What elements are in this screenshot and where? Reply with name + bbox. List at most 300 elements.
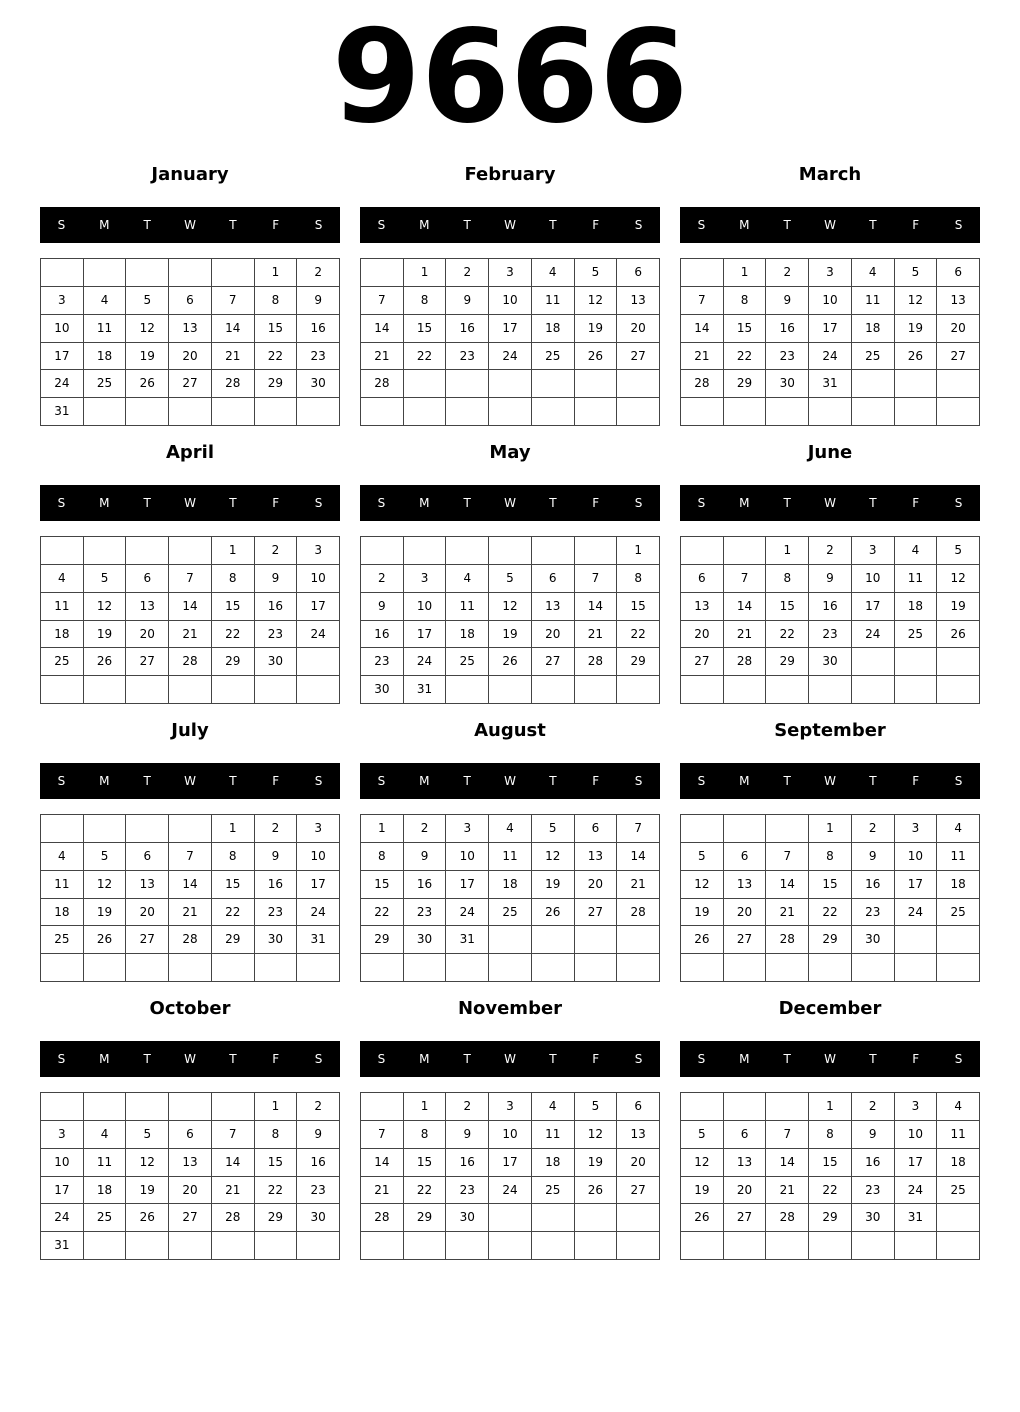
day-cell: 7 [617,815,660,843]
weekday-header [40,1041,340,1077]
day-cell: 20 [575,871,618,899]
day-cell: 9 [361,593,404,621]
day-cell: 12 [84,871,127,899]
day-cell [489,1232,532,1260]
day-cell: 2 [446,1093,489,1121]
day-cell: 31 [809,370,852,398]
day-cell: 8 [724,287,767,315]
year-title: 9666 [331,3,689,152]
day-cell: 6 [532,565,575,593]
day-cell: 17 [489,315,532,343]
day-cell: 30 [766,370,809,398]
day-cell [895,370,938,398]
day-cell [937,1232,980,1260]
day-cell: 7 [212,287,255,315]
weekday-header [360,485,660,521]
day-cell: 27 [617,1177,660,1205]
day-cell: 22 [766,621,809,649]
day-cell: 30 [255,648,298,676]
day-cell [617,926,660,954]
day-cell: 23 [255,621,298,649]
day-cell [766,815,809,843]
weekday-label: W [504,1052,516,1066]
weekday-label: S [954,218,963,232]
day-cell [404,398,447,426]
weekday-label: S [314,218,323,232]
day-cell: 15 [766,593,809,621]
day-cell: 7 [766,843,809,871]
day-cell: 31 [446,926,489,954]
weekday-label: W [824,774,836,788]
weekday-header [40,207,340,243]
weekday-label: S [314,774,323,788]
day-cell: 5 [84,843,127,871]
day-cell: 13 [532,593,575,621]
day-cell [84,1093,127,1121]
day-cell: 28 [766,926,809,954]
day-cell [489,1204,532,1232]
day-cell: 28 [617,899,660,927]
weekday-label: S [634,218,643,232]
day-cell [126,1232,169,1260]
day-cell [809,1232,852,1260]
day-cell [126,1093,169,1121]
day-cell: 14 [681,315,724,343]
day-cell: 28 [361,370,404,398]
day-cell: 19 [937,593,980,621]
day-cell: 3 [852,537,895,565]
day-cell [126,815,169,843]
day-cell [895,676,938,704]
day-cell: 28 [724,648,767,676]
day-cell [617,676,660,704]
day-cell: 14 [724,593,767,621]
day-grid [680,1092,980,1260]
day-cell [724,1232,767,1260]
day-cell: 1 [809,1093,852,1121]
weekday-label: S [697,774,706,788]
day-cell: 2 [852,1093,895,1121]
day-cell [169,1093,212,1121]
day-cell: 26 [681,926,724,954]
day-cell: 26 [126,1204,169,1232]
day-cell: 24 [895,899,938,927]
month-name: November [457,998,563,1019]
day-cell: 6 [169,287,212,315]
day-cell: 18 [532,315,575,343]
day-cell: 8 [809,1121,852,1149]
day-cell: 24 [41,370,84,398]
day-cell: 6 [937,259,980,287]
day-cell: 15 [404,315,447,343]
day-cell: 21 [212,343,255,371]
day-cell: 20 [169,343,212,371]
day-cell: 13 [126,593,169,621]
day-cell: 30 [297,1204,340,1232]
day-cell: 8 [255,287,298,315]
day-cell: 29 [255,370,298,398]
day-cell [895,398,938,426]
month-name: June [807,442,853,463]
day-cell: 3 [489,1093,532,1121]
day-cell: 16 [361,621,404,649]
day-cell: 4 [532,259,575,287]
day-cell: 22 [404,343,447,371]
day-cell: 4 [937,1093,980,1121]
weekday-label: T [869,774,877,788]
day-cell [575,676,618,704]
day-cell: 24 [809,343,852,371]
weekday-label: W [504,496,516,510]
day-grid [40,536,340,704]
day-cell [212,954,255,982]
day-cell [937,1204,980,1232]
day-cell: 1 [766,537,809,565]
day-cell [532,1232,575,1260]
day-cell [895,954,938,982]
day-cell [41,259,84,287]
day-cell: 9 [809,565,852,593]
weekday-label: M [419,218,430,232]
day-cell: 11 [41,593,84,621]
day-cell: 27 [617,343,660,371]
day-cell: 9 [852,843,895,871]
day-cell: 21 [169,899,212,927]
day-cell [126,954,169,982]
day-cell [895,1232,938,1260]
day-cell: 17 [404,621,447,649]
day-cell [766,1232,809,1260]
day-cell: 20 [126,621,169,649]
day-cell [489,676,532,704]
weekday-label: W [184,496,196,510]
day-cell: 8 [212,565,255,593]
day-cell [255,954,298,982]
day-cell: 9 [297,1121,340,1149]
day-cell: 26 [937,621,980,649]
day-cell [766,676,809,704]
day-cell: 20 [617,315,660,343]
day-cell: 29 [404,1204,447,1232]
day-cell: 10 [852,565,895,593]
day-cell [255,1232,298,1260]
day-cell: 18 [41,621,84,649]
day-cell: 17 [489,1149,532,1177]
day-cell: 16 [852,871,895,899]
day-cell: 25 [937,899,980,927]
day-cell: 10 [41,315,84,343]
day-cell [169,676,212,704]
day-cell: 1 [255,259,298,287]
day-cell: 23 [297,1177,340,1205]
day-cell: 22 [404,1177,447,1205]
day-cell [895,926,938,954]
day-cell: 29 [766,648,809,676]
month-name: January [151,164,229,185]
day-cell: 15 [724,315,767,343]
day-cell: 15 [212,871,255,899]
day-cell: 29 [212,648,255,676]
day-cell [489,954,532,982]
day-cell [404,370,447,398]
day-cell [852,676,895,704]
day-cell: 23 [852,899,895,927]
day-cell: 27 [724,1204,767,1232]
day-cell: 27 [937,343,980,371]
day-cell [681,676,724,704]
day-cell [724,398,767,426]
day-cell [126,398,169,426]
day-cell: 22 [361,899,404,927]
day-cell: 19 [532,871,575,899]
weekday-header [680,763,980,799]
day-cell: 17 [41,1177,84,1205]
day-cell [724,1093,767,1121]
day-cell: 19 [489,621,532,649]
day-cell: 10 [809,287,852,315]
day-cell: 2 [297,1093,340,1121]
day-cell: 10 [297,843,340,871]
day-cell: 16 [446,315,489,343]
day-cell: 10 [446,843,489,871]
day-cell [895,648,938,676]
day-cell: 10 [895,843,938,871]
day-cell: 22 [212,899,255,927]
day-cell [297,398,340,426]
month-name: September [774,720,886,741]
weekday-header [680,485,980,521]
day-cell [766,1093,809,1121]
day-cell: 4 [41,565,84,593]
day-cell [575,537,618,565]
day-cell: 2 [404,815,447,843]
weekday-label: S [697,218,706,232]
weekday-label: T [143,218,151,232]
day-cell: 16 [297,315,340,343]
weekday-label: M [419,774,430,788]
day-cell: 7 [724,565,767,593]
weekday-label: T [143,774,151,788]
day-cell: 9 [446,1121,489,1149]
day-cell [489,398,532,426]
day-cell: 20 [724,1177,767,1205]
day-cell: 3 [489,259,532,287]
day-cell: 12 [575,287,618,315]
day-cell: 11 [937,1121,980,1149]
day-cell: 31 [404,676,447,704]
day-cell: 3 [809,259,852,287]
day-cell: 31 [297,926,340,954]
day-cell: 21 [724,621,767,649]
day-cell: 30 [297,370,340,398]
day-cell: 5 [126,1121,169,1149]
day-cell: 24 [404,648,447,676]
day-cell: 21 [361,1177,404,1205]
day-cell: 5 [681,843,724,871]
day-cell: 6 [575,815,618,843]
weekday-label: W [184,774,196,788]
day-cell: 4 [937,815,980,843]
day-cell [212,676,255,704]
day-cell: 28 [681,370,724,398]
day-cell: 25 [937,1177,980,1205]
day-cell: 3 [895,1093,938,1121]
day-cell [937,648,980,676]
day-cell: 15 [617,593,660,621]
day-cell [404,954,447,982]
day-cell: 16 [404,871,447,899]
weekday-label: W [504,774,516,788]
day-cell: 18 [532,1149,575,1177]
day-cell: 18 [937,871,980,899]
day-cell: 9 [766,287,809,315]
weekday-label: F [272,496,280,510]
day-cell: 27 [724,926,767,954]
weekday-label: F [272,1052,280,1066]
day-cell: 23 [361,648,404,676]
day-cell: 1 [724,259,767,287]
day-cell [126,537,169,565]
day-cell [84,537,127,565]
day-cell: 22 [724,343,767,371]
day-cell: 5 [937,537,980,565]
day-cell: 25 [489,899,532,927]
day-cell: 18 [41,899,84,927]
day-cell: 22 [255,1177,298,1205]
weekday-label: S [697,1052,706,1066]
day-cell: 7 [575,565,618,593]
day-cell: 5 [532,815,575,843]
day-cell: 29 [212,926,255,954]
day-cell: 27 [532,648,575,676]
weekday-label: F [912,496,920,510]
day-cell [532,954,575,982]
day-cell: 1 [212,815,255,843]
day-cell: 20 [617,1149,660,1177]
day-cell: 24 [41,1204,84,1232]
day-cell [446,1232,489,1260]
day-cell: 23 [809,621,852,649]
day-cell: 29 [724,370,767,398]
day-cell: 15 [212,593,255,621]
day-cell: 16 [809,593,852,621]
day-cell [724,954,767,982]
day-cell: 12 [681,871,724,899]
day-cell [532,1204,575,1232]
day-cell [724,537,767,565]
day-cell [489,537,532,565]
weekday-label: M [99,774,110,788]
day-cell: 16 [255,593,298,621]
day-cell: 5 [489,565,532,593]
day-cell [446,398,489,426]
day-cell: 16 [255,871,298,899]
day-cell [169,954,212,982]
day-cell: 11 [532,1121,575,1149]
day-cell: 12 [84,593,127,621]
day-cell: 29 [809,926,852,954]
weekday-label: M [419,496,430,510]
day-cell: 3 [297,815,340,843]
day-cell: 16 [297,1149,340,1177]
day-cell: 21 [575,621,618,649]
day-cell: 24 [489,1177,532,1205]
day-cell: 13 [681,593,724,621]
day-cell: 26 [532,899,575,927]
day-cell: 15 [361,871,404,899]
day-cell [681,537,724,565]
day-cell [575,1232,618,1260]
day-cell: 10 [41,1149,84,1177]
day-cell: 13 [724,871,767,899]
day-cell: 20 [724,899,767,927]
day-cell [212,398,255,426]
weekday-label: W [824,218,836,232]
weekday-label: S [57,496,66,510]
weekday-label: S [57,1052,66,1066]
day-cell: 12 [681,1149,724,1177]
day-cell [361,1232,404,1260]
day-cell: 25 [532,1177,575,1205]
day-cell: 3 [446,815,489,843]
day-cell [169,1232,212,1260]
day-cell [937,926,980,954]
day-cell [404,537,447,565]
day-cell [41,815,84,843]
day-cell: 13 [169,1149,212,1177]
day-cell: 30 [852,926,895,954]
day-cell: 22 [809,1177,852,1205]
day-cell: 3 [41,287,84,315]
weekday-label: T [869,496,877,510]
day-cell [575,398,618,426]
day-cell: 12 [575,1121,618,1149]
day-cell: 8 [404,287,447,315]
day-cell [361,954,404,982]
day-cell: 27 [681,648,724,676]
day-cell: 8 [212,843,255,871]
day-cell [937,676,980,704]
day-cell [724,676,767,704]
day-grid [360,1092,660,1260]
month-name: February [464,164,556,185]
day-cell: 7 [169,565,212,593]
day-cell [169,537,212,565]
weekday-label: S [57,218,66,232]
day-cell: 26 [84,648,127,676]
day-cell: 1 [404,259,447,287]
weekday-header [360,1041,660,1077]
day-cell: 11 [41,871,84,899]
day-cell: 5 [126,287,169,315]
month-name: August [474,720,546,741]
day-cell [532,370,575,398]
day-cell: 23 [297,343,340,371]
day-cell: 30 [361,676,404,704]
day-cell [681,259,724,287]
day-cell: 31 [41,1232,84,1260]
day-cell: 10 [404,593,447,621]
day-cell [766,398,809,426]
day-cell: 13 [575,843,618,871]
day-cell: 28 [212,370,255,398]
weekday-header [360,763,660,799]
day-cell: 13 [126,871,169,899]
day-cell [297,1232,340,1260]
day-cell [446,537,489,565]
day-cell: 4 [895,537,938,565]
day-cell: 17 [895,871,938,899]
